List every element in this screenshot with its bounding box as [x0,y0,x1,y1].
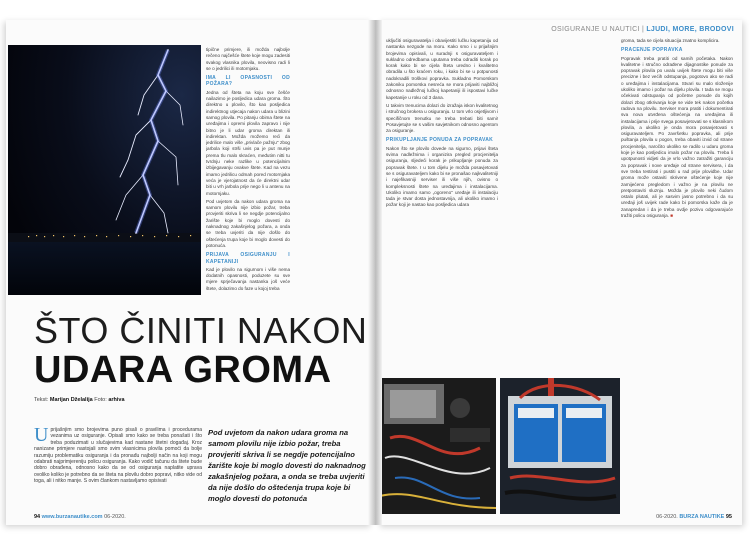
left-page-number: 94 [34,514,41,520]
running-header: OSIGURANJE U NAUTICI | LJUDI, MORE, BRODOVI [551,26,734,33]
subhead-repair-tracking: PRACENJE POPRAVKA [621,47,683,54]
battery-bank-image [500,378,620,514]
subhead-quotes: PRIKUPLJANJE PONUDA ZA POPRAVAK [386,137,494,144]
header-topic: LJUDI, MORE, BRODOVI [646,26,734,33]
folio-magazine: BURZA NAUTIKE [679,514,725,520]
col2-paragraph-1: Jedna od šteta na koju sve češće nailazimo je posljedica udara groma. Što direktno u plovilo, što kao posljedica indirektnog utjecaja nakon udara u blizini samog plovila. Po pitanju obima štete na uređajima i opremi plovila zapravo i nije bitno je li udar groma direktan ili indirektan. Možda možemo reći da jedrilice malo više „privlače pažnju" zbog jarbola koji strši uvis pa je put munje prema tlu malo skraćen, međutim nitti tu tvrdnju neke razlike u potencijalnim izbijegavanju ovakve štete. Kad na vezu imamo jedrilicu odmah pored motornjaka veća je vjerojatnost da će direktni udar biti u vrh jarbola prije nego li u antenu na motornjaku. [206,89,290,196]
right-col2-intro: groma, tada se cijela situacija znatno komplicira. [621,38,720,43]
right-folio-issue: 06-2020. [656,514,678,520]
right-page-number: 95 [725,514,732,520]
right-col1-paragraph-3: Nakon što se plovilo dovede na sigurno, prijavi šteta svima nadležnima i organizira pregled procjenitelja osiguranja, sljedeći korak je prikupljanje ponuda za popravak štete. I u tom dijelu je možda posavjetovati se s osiguravateljem kako bi se pronašao najkvalitetniji i najefikasniji serviser ili više njih, ovisno o kompleksnosti štete na uređajima i instalacijama. Ukoliko imamo samo „ogoreno" uređaje ili instalaciju tada je stvar dosta jednostavnija, ali ukoliko imamo i požar koji je nastao kao posljedica udara [386,145,498,208]
header-section: OSIGURANJE U NAUTICI [551,26,640,33]
article-end-mark: ■ [670,213,674,219]
left-page-column-2 [206,47,290,352]
right-page-column-2 [621,38,733,354]
right-col1-paragraph-1: uključiti osiguravatelja i obavijestiti lučku kapetaniju od nastanka nezgode na moru. Kako smo i u prijašnjim brojevima opisivali, u suradnji s osiguravateljem i sukladno odredbama uputama treba odraditi korak po korak kako bi se cijela šteta uredno i kvalitetno obradila u što kraćem roku, i kako bi se u potpunosti nadoknadili troškovi popravka. Sukladno Pomorskom zakoniku pomorska nesreća se mora prijaviti najbližoj odnosno nadležnoj lučkoj kapetaniji ili ispostavi lučke kapetanije u roku od 3 dana. [386,38,498,100]
pull-quote: Pod uvjetom da nakon udara groma na samom plovilu nije izbio požar, treba provjeriti skriva li se negdje potencijalno žarište koje bi moglo dovesti do naknadnog zakašnjelog požara, a onda se treba uvjeriti da nije došlo do oštećenja trupa koje bi moglo dovesti do potonuća [208,428,366,503]
byline-prefix: Tekst: [34,397,49,403]
photo-credit: arhiva [108,397,125,403]
subhead-report: PRIJAVA OSIGURANJU I KAPETANIJI [206,252,290,265]
right-col1-paragraph-2: U takvim trenucima dolazi do izražaja iskon kvalitetnog i stručnog brokera u osiguranju. U tom vrlo osjetljivom i specifičnom trenutku ne treba trebati biti sami! Posavjetujte se s vašim savjetnikom odnosno agentom za osiguranje. [386,102,498,134]
byline [34,397,125,403]
article-title-line1: ŠTO ČINITI NAKON [34,310,368,351]
right-page [378,20,742,525]
folio-website: www.burzanautike.com [41,514,103,520]
right-page-column-1 [386,38,498,373]
burnt-wiring-image [380,378,496,514]
right-col2-paragraph-1: Popravak treba pratiti od samih početaka. Nakon kvalitetne i stručno odrađene dijagnostike ponude za popravak plovila po uvalu uvijek štete mogu biti više precizne i bez većih odstupanja, pogotovo ako se radi o uređajima i instalacijama. Stvari su malo složenije ukoliko imamo i požar na dijelu plovila. I tada se mogu očekivati odstupanja od početne ponude do kojih dolazi zbog otkrivanja koje se vide tek nakon početka radova na plovilu. Serviser mora pratiti i dokumentirati sva nova utvrđena oštećenja na uređajima ili instalacijama i prije svega posavjetovati se s klasnikom plovila, a ukoliko je onda mora posavjetovati s osiguravateljem. Po završetku popravka, ali prije puštanja plovila u pogon, treba obaviti izvid od strane procjenitelja, naročito ukoliko se radilo u udaru groma koje je kao posljedicu imalo požar na plovilu. Treba li upotpunosti vidjeti da je vrlo važno zatražiti garanciju za popravak i nove uređaje od strane servisera, i da sve treba testirati i pustiti u rad prije plovidbe. Udar groma može ostaviti skrivene oštećenje koje nije zamijećeno pregledom i važno je na plovilu ne pretpostaviti sluznju. Možda je plovilo neki čudom ostalo plutati, ali je sasvim jasno potrebno i da su uređaji još uvijek rade kako bi pomorska kaže da je zanapredan i da je treba ovdje pozivu odgovarajuće tražiti policu osiguranja. ■ [621,55,733,219]
lede-text: prijašnjim smo brojevima puno pisali o pravilima i procedurama vezanima uz osiguranje. Opisali smo kako se treba ponašati i što treba poduzimati u slučajevima kad nastane štetni događaj. Kroz nanizane primjere nastojali smo svim vlasnicima plovila pomoći da bolje razumiju problematiku osiguranja i da pronađu najbolji način na koji mogu odabrati najprimjereniju policu osiguranja. Kako vodič tačunu da štete bude dobro obrađena, odnosno kako da se od osiguranja naplatite uprava ovoliko koliko je potrebno da se šteta na plovilu dobro popravi, nitko vide od toga, ali i nitko manje. S ovim člankom nastavljamo opisivati [34,427,202,485]
col2-paragraph-2: Pod uvjetom da nakon udara groma na samom plovilu nije izbio požar, treba provjeriti skriva li se negdje potencijalno žarište koje bi moglo dovesti do naknadnog zakašnjelog požara, a onda se treba uvjeriti da nije došlo do oštećenja trupa koje bi moglo dovesti do potonuća. [206,198,290,248]
wiring-photo [380,378,496,514]
right-folio [656,514,732,520]
subhead-fire-danger: IMA LI OPASNOSTI OD POŽARA? [206,75,290,88]
drop-cap: U [34,427,49,446]
lightning-bolt-overlay [8,45,201,295]
col2-paragraph-3: Kad je plovilo na sigurnom i više nema dodatnih opasnosti, poduzete su sve mjere sprječavanja nastanka još veće štete, dolazimo do faze u kojoj treba [206,266,290,291]
lede-paragraph [34,427,202,513]
author-name: Marijan Dželalija [49,397,93,403]
left-folio-issue: 06-2020. [104,514,126,520]
spine-gutter [368,20,382,525]
battery-photo [500,378,620,514]
col2-intro: tipične primjere, ili možda najbolje rečeno najčešće štete koje mogu zadesiti svakog vlasnika plovila, neovisno radi li se o jedrilici ili motornjaku. [206,47,290,71]
article-title-line2: UDARA GROMA [34,349,332,391]
photo-prefix: Foto: [94,397,107,403]
left-folio [34,514,126,520]
